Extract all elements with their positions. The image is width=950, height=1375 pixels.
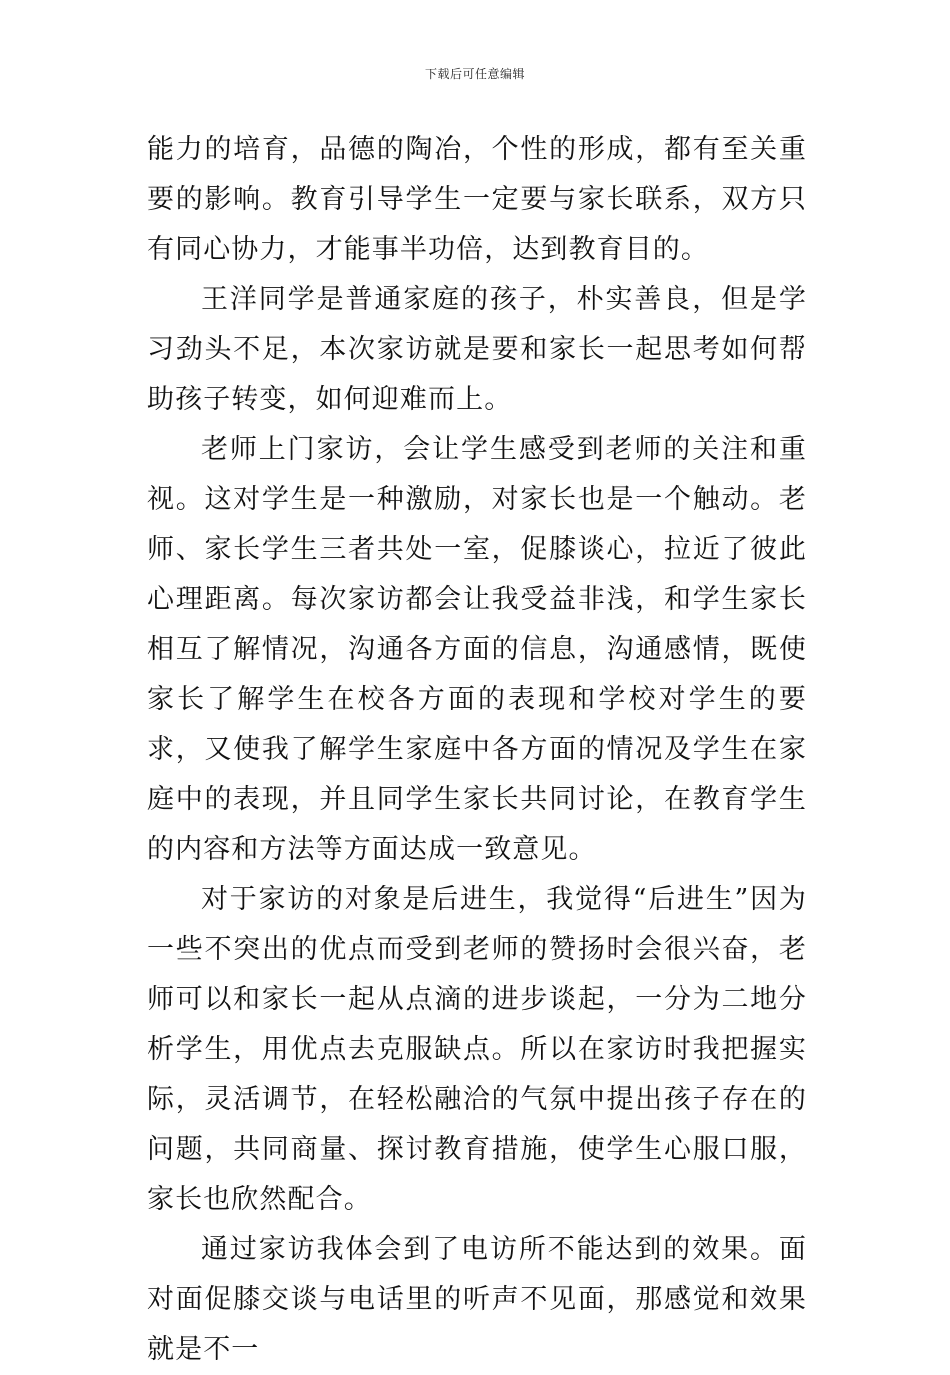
document-body	[147, 125, 807, 1375]
page-header: 下载后可任意编辑	[424, 67, 525, 81]
paragraph-3: 老师上门家访，会让学生感受到老师的关注和重视。这对学生是一种激励，对家长也是一个触动。老师、家长学生三者共处一室，促膝谈心，拉近了彼此心理距离。每次家访都会让我受益非浅，和学生家长相互了解情况，沟通各方面的信息，沟通感情，既使家长了解学生在校各方面的表现和学校对学生的要求，又使我了解学生家庭中各方面的情况及学生在家庭中的表现，并且同学生家长共同讨论，在教育学生的内容和方法等方面达成一致意见。	[147, 434, 807, 865]
paragraph-4: 对于家访的对象是后进生，我觉得“后进生”因为一些不突出的优点而受到老师的赞扬时会很兴奋，老师可以和家长一起从点滴的进步谈起，一分为二地分析学生，用优点去克服缺点。所以在家访时我把握实际，灵活调节，在轻松融洽的气氛中提出孩子存在的问题，共同商量、探讨教育措施，使学生心服口服，家长也欣然配合。	[147, 884, 807, 1215]
paragraph-2: 王洋同学是普通家庭的孩子，朴实善良，但是学习劲头不足，本次家访就是要和家长一起思考如何帮助孩子转变，如何迎难而上。	[147, 284, 807, 415]
paragraph-1: 能力的培育，品德的陶冶，个性的形成，都有至关重要的影响。教育引导学生一定要与家长联系，双方只有同心协力，才能事半功倍，达到教育目的。	[147, 134, 807, 265]
paragraph-5: 通过家访我体会到了电访所不能达到的效果。面对面促膝交谈与电话里的听声不见面，那感觉和效果就是不一	[147, 1234, 807, 1365]
